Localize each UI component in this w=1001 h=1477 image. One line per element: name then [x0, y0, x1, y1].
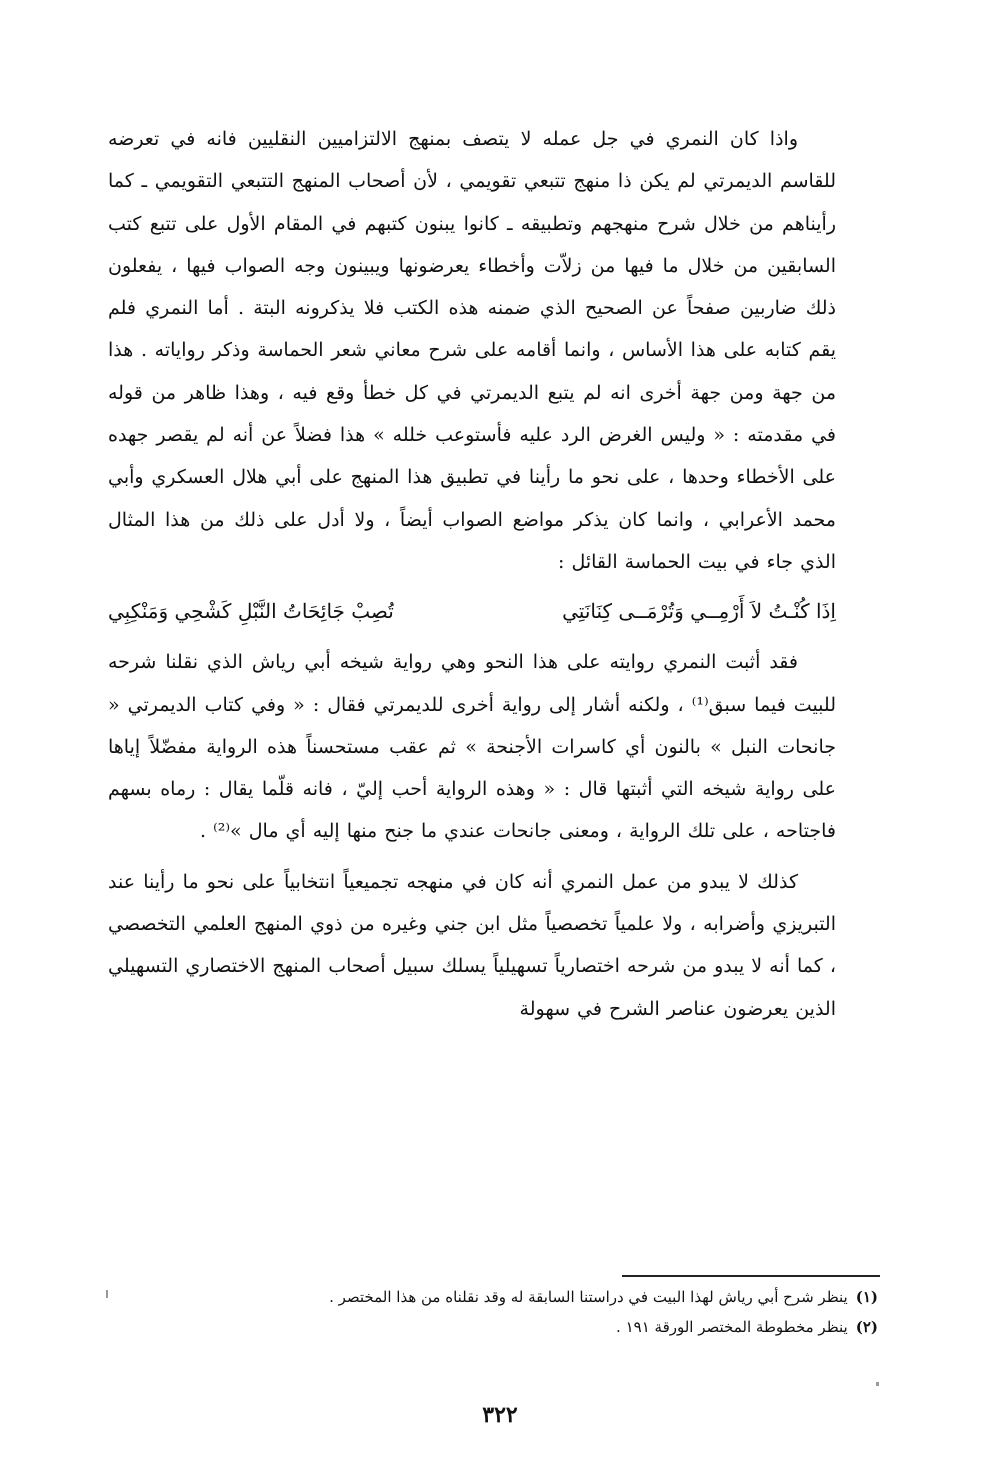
- verse-second-hemistich: تُصِبْ جَائِحَاتُ النَّبْلِ كَشْحِي وَمَنْكِبِي: [108, 599, 394, 624]
- verse-first-hemistich: اِذَا كُنْـتُ لاَ أَرْمِــي وَتُرْمَــى كِنَانَتِي: [562, 599, 836, 624]
- paragraph-1: واذا كان النمري في جل عمله لا يتصف بمنهج الالتزاميين النقليين فانه في تعرضه للقاسم الديمرتي لم يكن ذا منهج تتبعي تقويمي ، لأن أصحاب المنهج التتبعي التقويمي ـ كما رأيناهم من خلال شرح منهجهم وتطبيقه ـ كانوا يبنون كتبهم في المقام الأول على تتبع كتب السابقين من خلال ما فيها من زلاّت وأخطاء يعرضونها ويبينون وجه الصواب فيها ، يفعلون ذلك ضاربين صفحاً عن الصحيح الذي ضمنه هذه الكتب فلا يذكرونه البتة . أما النمري فلم يقم كتابه على هذا الأساس ، وانما أقامه على شرح معاني شعر الحماسة وذكر رواياته . هذا من جهة ومن جهة أخرى انه لم يتبع الديمرتي في كل خطأ وقع فيه ، وهذا ظاهر من قوله في مقدمته : « وليس الغرض الرد عليه فأستوعب خلله » هذا فضلاً عن أنه لم يقصر جهده على الأخطاء وحدها ، على نحو ما رأينا في تطبيق هذا المنهج على أبي هلال العسكري وأبي محمد الأعرابي ، وانما كان يذكر مواضع الصواب أيضاً ، ولا أدل على ذلك من هذا المثال الذي جاء في بيت الحماسة القائل :: [108, 128, 836, 573]
- scan-speck: [106, 1290, 108, 1298]
- poetry-verse: [108, 589, 836, 633]
- page-number: ٣٢٢: [482, 1402, 518, 1428]
- footnote-divider: [622, 1275, 880, 1277]
- footnote-1-text: ينظر شرح أبي رياش لهذا البيت في دراستنا السابقة له وقد نقلناه من هذا المختصر .: [329, 1288, 848, 1306]
- footnote-2-number: (٢): [855, 1318, 878, 1336]
- footnote-2: [108, 1312, 878, 1342]
- footnote-1: [108, 1282, 878, 1312]
- paragraph-3: كذلك لا يبدو من عمل النمري أنه كان في منهجه تجميعياً انتخابياً على نحو ما رأينا عند التبريزي وأضرابه ، ولا علمياً تخصصياً مثل ابن جني وغيره من ذوي المنهج العلمي التخصصي ، كما أنه لا يبدو من شرحه اختصارياً تسهيلياً يسلك سبيل أصحاب المنهج الاختصاري التسهيلي الذين يعرضون عناصر الشرح في سهولة: [108, 870, 836, 1020]
- main-text: [108, 118, 836, 1030]
- footnotes: [108, 1282, 878, 1342]
- scan-speck: [876, 1382, 879, 1386]
- footnote-1-number: (١): [855, 1288, 878, 1306]
- paragraph-2: فقد أثبت النمري روايته على هذا النحو وهي رواية شيخه أبي رياش الذي نقلنا شرحه للبيت فيما سبق⁽¹⁾ ، ولكنه أشار إلى رواية أخرى للديمرتي فقال : « وفي كتاب الديمرتي « جانحات النبل » بالنون أي كاسرات الأجنحة » ثم عقب مستحسناً هذه الرواية مفضّلاً إياها على رواية شيخه التي أثبتها قال : « وهذه الرواية أحب إليّ ، فانه قلّما يقال : رماه بسهم فاجتاحه ، على تلك الرواية ، ومعنى جانحات عندي ما جنح منها إليه أي مال »⁽²⁾ .: [108, 651, 836, 843]
- footnote-2-text: ينظر مخطوطة المختصر الورقة ١٩١ .: [616, 1318, 848, 1336]
